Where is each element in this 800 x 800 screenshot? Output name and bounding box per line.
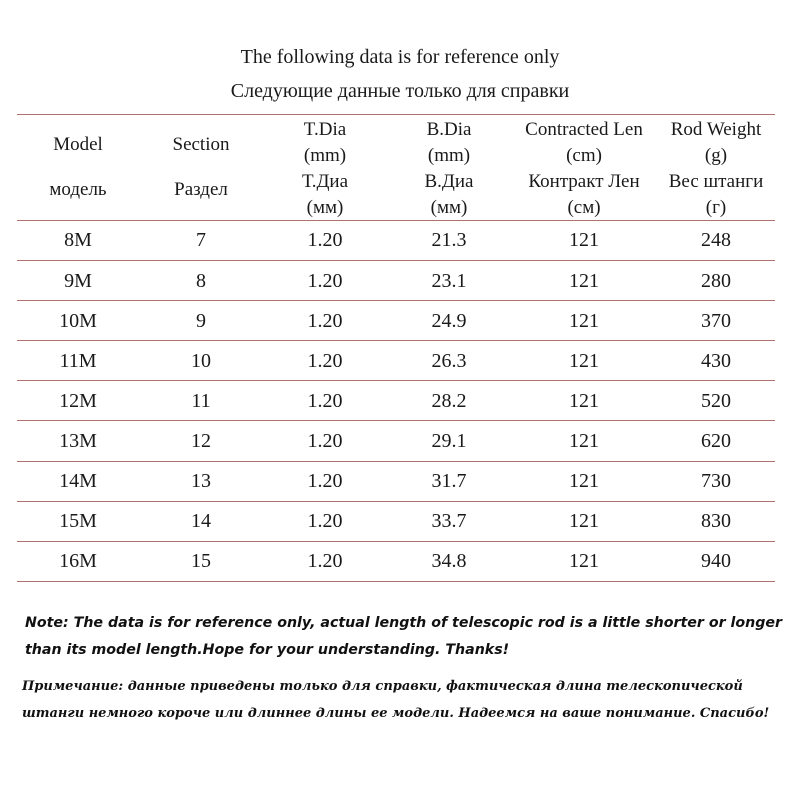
cell-rod-weight: 620 bbox=[701, 429, 731, 452]
cell-bdia: 28.2 bbox=[431, 389, 467, 412]
header-rod-weight-en-unit: (g) bbox=[704, 145, 728, 166]
cell-section: 14 bbox=[191, 510, 211, 533]
header-rod-weight-en: Rod Weight bbox=[670, 119, 762, 140]
cell-contracted-len: 121 bbox=[569, 389, 599, 412]
table-row bbox=[17, 543, 775, 582]
cell-contracted-len: 121 bbox=[569, 550, 599, 573]
cell-contracted-len: 121 bbox=[569, 269, 599, 292]
title-russian: Следующие данные только для справки bbox=[230, 80, 570, 102]
header-tdia-en-unit: (mm) bbox=[303, 145, 347, 166]
header-contracted-len bbox=[511, 115, 657, 220]
header-tdia bbox=[263, 115, 387, 220]
cell-contracted-len: 121 bbox=[569, 470, 599, 492]
cell-model: 11M bbox=[59, 349, 97, 372]
table-row bbox=[17, 382, 775, 421]
cell-tdia: 1.20 bbox=[307, 389, 343, 412]
cell-section: 11 bbox=[191, 389, 211, 412]
cell-model: 15M bbox=[59, 510, 97, 533]
cell-section: 8 bbox=[196, 269, 206, 292]
note-russian: Примечание: данные приведены только для справки, фактическая длина телескопической штанги немного короче или длиннее длины ее модели. Надеемся на ваше понимание. Спасибо! bbox=[22, 679, 770, 721]
cell-tdia: 1.20 bbox=[307, 229, 343, 252]
cell-bdia: 29.1 bbox=[431, 429, 467, 452]
header-bdia bbox=[387, 115, 511, 220]
cell-bdia: 26.3 bbox=[431, 349, 467, 372]
cell-rod-weight: 248 bbox=[701, 229, 731, 252]
header-tdia-en: T.Dia bbox=[303, 119, 347, 140]
cell-rod-weight: 730 bbox=[701, 470, 731, 492]
table-row bbox=[17, 462, 775, 501]
cell-bdia: 21.3 bbox=[431, 229, 467, 252]
cell-bdia: 34.8 bbox=[431, 550, 467, 573]
cell-tdia: 1.20 bbox=[307, 309, 343, 332]
cell-rod-weight: 830 bbox=[701, 510, 731, 533]
cell-contracted-len: 121 bbox=[569, 429, 599, 452]
cell-model: 9M bbox=[64, 269, 92, 292]
header-tdia-ru: Т.Диа bbox=[301, 171, 348, 192]
table-row bbox=[17, 422, 775, 461]
cell-section: 10 bbox=[191, 349, 211, 372]
cell-rod-weight: 940 bbox=[701, 550, 731, 573]
cell-model: 10M bbox=[59, 309, 97, 332]
cell-section: 15 bbox=[191, 550, 211, 573]
cell-tdia: 1.20 bbox=[307, 550, 343, 573]
table-row bbox=[17, 302, 775, 341]
header-section-en: Section bbox=[172, 134, 230, 156]
cell-tdia: 1.20 bbox=[307, 429, 343, 452]
header-bdia-en-unit: (mm) bbox=[427, 145, 471, 166]
spec-table bbox=[17, 114, 775, 582]
cell-contracted-len: 121 bbox=[569, 349, 599, 372]
header-bdia-ru-unit: (мм) bbox=[430, 197, 468, 218]
header-model-en: Model bbox=[53, 134, 103, 156]
cell-rod-weight: 280 bbox=[701, 269, 731, 292]
header-contracted-len-ru: Контракт Лен bbox=[528, 171, 640, 192]
table-row bbox=[17, 222, 775, 261]
table-header bbox=[17, 115, 775, 221]
header-rod-weight bbox=[657, 115, 775, 220]
cell-tdia: 1.20 bbox=[307, 510, 343, 533]
cell-tdia: 1.20 bbox=[307, 349, 343, 372]
cell-model: 14M bbox=[59, 470, 97, 492]
cell-model: 16M bbox=[59, 550, 97, 573]
title-english: The following data is for reference only bbox=[240, 46, 560, 68]
cell-section: 9 bbox=[196, 309, 206, 332]
table-row bbox=[17, 342, 775, 381]
header-bdia-ru: В.Диа bbox=[424, 171, 474, 192]
header-section-ru: Раздел bbox=[174, 178, 228, 200]
cell-bdia: 33.7 bbox=[431, 510, 467, 533]
cell-tdia: 1.20 bbox=[307, 269, 343, 292]
header-section bbox=[139, 115, 263, 220]
cell-contracted-len: 121 bbox=[569, 510, 599, 533]
cell-bdia: 23.1 bbox=[431, 269, 467, 292]
cell-rod-weight: 430 bbox=[701, 349, 731, 372]
header-contracted-len-ru-unit: (см) bbox=[567, 197, 601, 218]
cell-bdia: 24.9 bbox=[431, 309, 467, 332]
cell-section: 7 bbox=[196, 229, 206, 252]
header-bdia-en: B.Dia bbox=[426, 119, 472, 140]
cell-section: 13 bbox=[191, 470, 211, 492]
cell-model: 13M bbox=[59, 429, 97, 452]
cell-tdia: 1.20 bbox=[307, 470, 343, 492]
cell-model: 8M bbox=[64, 229, 92, 252]
header-contracted-len-en: Contracted Len bbox=[525, 119, 643, 140]
cell-contracted-len: 121 bbox=[569, 309, 599, 332]
table-row bbox=[17, 502, 775, 541]
cell-rod-weight: 520 bbox=[701, 389, 731, 412]
header-rod-weight-ru: Вес штанги bbox=[668, 171, 764, 192]
cell-section: 12 bbox=[191, 429, 211, 452]
cell-model: 12M bbox=[59, 389, 97, 412]
note-english: Note: The data is for reference only, actual length of telescopic rod is a little shorter or longer than its model length.Hope for your understanding. Thanks! bbox=[25, 615, 783, 658]
cell-rod-weight: 370 bbox=[701, 309, 731, 332]
header-rod-weight-ru-unit: (г) bbox=[705, 197, 727, 218]
table-row bbox=[17, 262, 775, 301]
header-contracted-len-en-unit: (cm) bbox=[566, 145, 602, 166]
header-model bbox=[17, 115, 139, 220]
header-model-ru: модель bbox=[49, 178, 107, 200]
cell-contracted-len: 121 bbox=[569, 229, 599, 252]
cell-bdia: 31.7 bbox=[431, 470, 467, 492]
header-tdia-ru-unit: (мм) bbox=[306, 197, 344, 218]
